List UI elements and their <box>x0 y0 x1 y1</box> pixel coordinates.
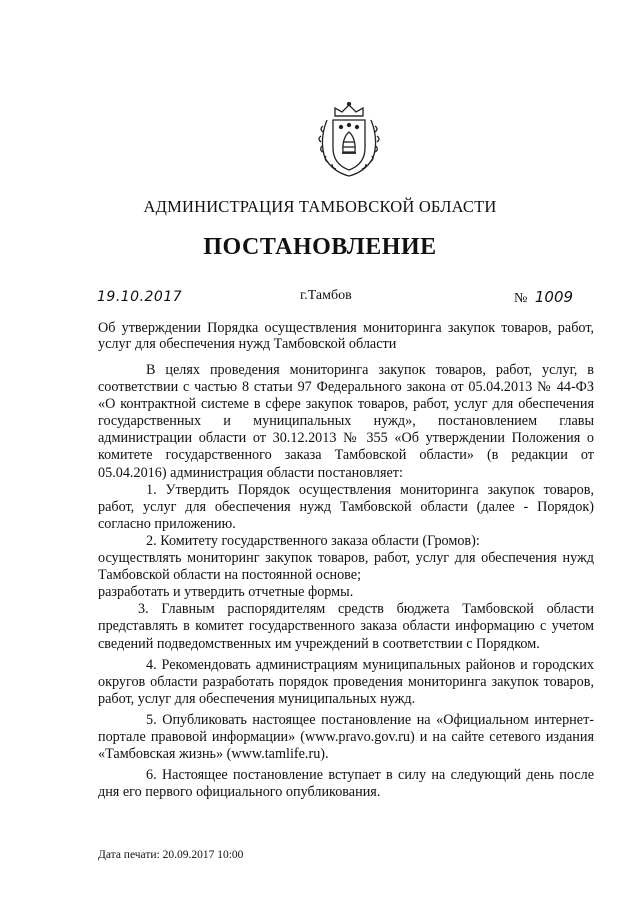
clause-1: 1. Утвердить Порядок осуществления мониторинга закупок товаров, работ, услуг для обеспечения нужд Тамбовской области (далее - Порядок) согласно приложению. <box>98 481 594 532</box>
clause-3: 3. Главным распорядителям средств бюджета Тамбовской области представлять в комитет государственного заказа области информацию с учетом сведений подведомственных им учреждений в соответствии с Порядком. <box>98 601 594 652</box>
document-subject: Об утверждении Порядка осуществления мониторинга закупок товаров, работ, услуг для обеспечения нужд Тамбовской области <box>98 320 594 352</box>
document-city: г.Тамбов <box>300 288 352 303</box>
document-meta-line <box>0 288 640 308</box>
clause-6: 6. Настоящее постановление вступает в силу на следующий день после дня его первого официального опубликования. <box>98 767 594 801</box>
document-date: 19.10.2017 <box>97 289 183 305</box>
clause-2-item-1: осуществлять мониторинг закупок товаров, работ, услуг для обеспечения нужд Тамбовской области на постоянной основе; <box>98 550 594 584</box>
document-type-title: ПОСТАНОВЛЕНИЕ <box>203 234 437 260</box>
coat-of-arms-emblem <box>313 100 385 180</box>
document-number-value: 1009 <box>534 288 574 306</box>
preamble-paragraph: В целях проведения мониторинга закупок товаров, работ, услуг, в соответствии с частью 8 статьи 97 Федерального закона от 05.04.2013 № 44-ФЗ «О контрактной системе в сфере закупок товаров, работ, услуг для обеспечения государственных и муниципальных нужд», постановлением главы администрации области от 30.12.2013 № 355 «Об утверждении Положения о комитете государственного заказа Тамбовской области» (в редакции от 05.04.2016) администрация области постановляет: <box>98 362 594 481</box>
document-number <box>514 288 573 307</box>
print-date-footer: Дата печати: 20.09.2017 10:00 <box>98 849 244 861</box>
clause-2: 2. Комитету государственного заказа области (Громов): <box>146 532 480 549</box>
document-body <box>98 362 594 801</box>
clause-4: 4. Рекомендовать администрациям муниципальных районов и городских округов области разработать порядок проведения мониторинга закупок товаров, работ, услуг для обеспечения муниципальных нужд. <box>98 656 594 707</box>
clause-2-item-2: разработать и утвердить отчетные формы. <box>98 584 354 601</box>
number-sign: № <box>514 291 528 306</box>
organization-name: АДМИНИСТРАЦИЯ ТАМБОВСКОЙ ОБЛАСТИ <box>143 197 497 216</box>
clause-5: 5. Опубликовать настоящее постановление на «Официальном интернет-портале правовой информации» (www.pravo.gov.ru) и на сайте сетевого издания «Тамбовская жизнь» (www.tamlife.ru). <box>98 711 594 763</box>
